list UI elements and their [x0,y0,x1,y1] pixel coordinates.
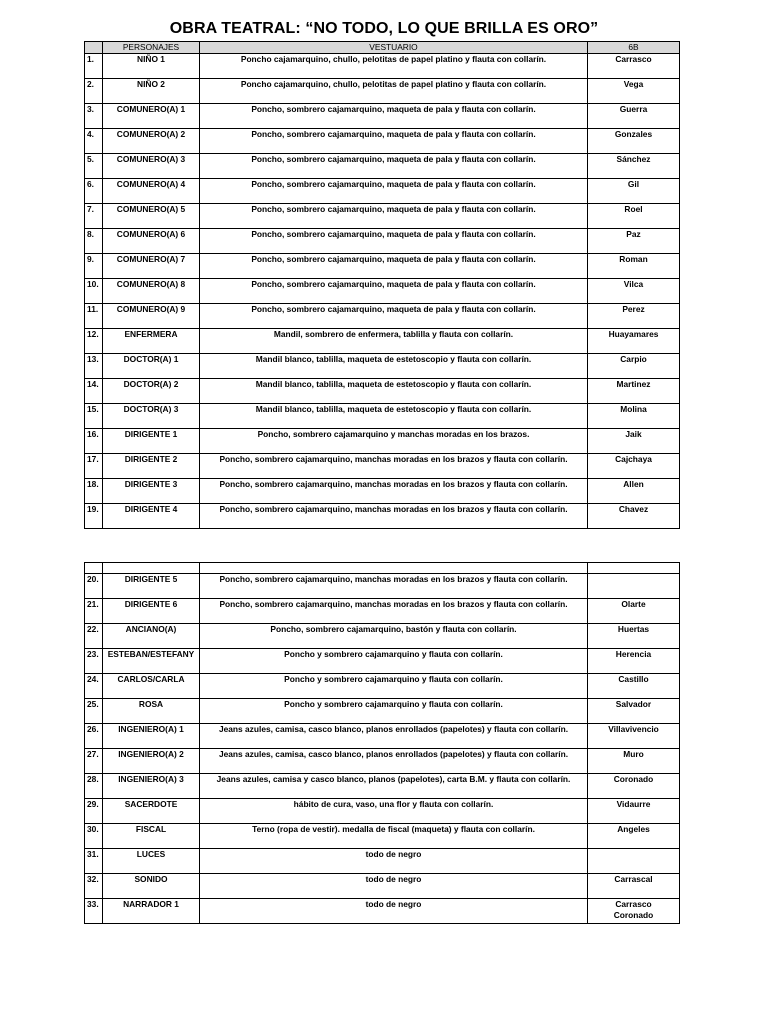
character-name: DIRIGENTE 2 [103,454,200,479]
row-number: 4. [85,129,103,154]
row-number: 14. [85,379,103,404]
costume-description: todo de negro [200,849,588,874]
row-number: 20. [85,574,103,599]
row-number: 17. [85,454,103,479]
student-name: Gonzales [588,129,680,154]
costume-description: Mandil blanco, tablilla, maqueta de estetoscopio y flauta con collarín. [200,379,588,404]
costume-description: Poncho cajamarquino, chullo, pelotitas de papel platino y flauta con collarín. [200,54,588,79]
student-name: Olarte [588,599,680,624]
table-row [85,279,680,304]
student-name: Carrasco [588,54,680,79]
character-name: INGENIERO(A) 1 [103,724,200,749]
student-name: Roel [588,204,680,229]
row-number: 18. [85,479,103,504]
costume-description: Poncho, sombrero cajamarquino, manchas moradas en los brazos y flauta con collarín. [200,504,588,529]
character-name: DIRIGENTE 4 [103,504,200,529]
row-number: 19. [85,504,103,529]
row-number: 12. [85,329,103,354]
table-row [85,624,680,649]
character-name: ESTEBAN/ESTEFANY [103,649,200,674]
costume-description: Poncho, sombrero cajamarquino, manchas moradas en los brazos y flauta con collarín. [200,479,588,504]
row-number: 23. [85,649,103,674]
row-number: 28. [85,774,103,799]
costume-table-part-1 [84,41,680,529]
student-name [588,574,680,599]
table-row [85,649,680,674]
costume-description: Mandil, sombrero de enfermera, tablilla y flauta con collarín. [200,329,588,354]
character-name: SONIDO [103,874,200,899]
table-row [85,304,680,329]
row-number: 13. [85,354,103,379]
character-name: COMUNERO(A) 9 [103,304,200,329]
row-number: 27. [85,749,103,774]
table-row [85,204,680,229]
row-number: 29. [85,799,103,824]
character-name: COMUNERO(A) 8 [103,279,200,304]
row-number: 1. [85,54,103,79]
blank-header-row [85,563,680,574]
costume-description: Poncho, sombrero cajamarquino, bastón y flauta con collarín. [200,624,588,649]
row-number: 21. [85,599,103,624]
table-row [85,724,680,749]
character-name: INGENIERO(A) 2 [103,749,200,774]
character-name: FISCAL [103,824,200,849]
row-number: 5. [85,154,103,179]
character-name: DOCTOR(A) 1 [103,354,200,379]
student-name: Muro [588,749,680,774]
character-name: NIÑO 1 [103,54,200,79]
table-row [85,54,680,79]
costume-description: Poncho, sombrero cajamarquino, manchas moradas en los brazos y flauta con collarín. [200,599,588,624]
student-name: Allen [588,479,680,504]
row-number: 22. [85,624,103,649]
costume-description: Jeans azules, camisa y casco blanco, planos (papelotes), carta B.M. y flauta con collarín. [200,774,588,799]
row-number: 6. [85,179,103,204]
table-row [85,154,680,179]
row-number: 30. [85,824,103,849]
row-number: 9. [85,254,103,279]
table-row [85,774,680,799]
character-name: DIRIGENTE 3 [103,479,200,504]
costume-description: Poncho, sombrero cajamarquino, maqueta de pala y flauta con collarín. [200,279,588,304]
character-name: DIRIGENTE 1 [103,429,200,454]
row-number: 33. [85,899,103,924]
character-name: NIÑO 2 [103,79,200,104]
student-name: Perez [588,304,680,329]
student-name: Castillo [588,674,680,699]
costume-description: Poncho cajamarquino, chullo, pelotitas de papel platino y flauta con collarín. [200,79,588,104]
costume-description: todo de negro [200,874,588,899]
table-row [85,699,680,724]
blank-cell [200,563,588,574]
character-name: COMUNERO(A) 4 [103,179,200,204]
student-name: Sánchez [588,154,680,179]
character-name: COMUNERO(A) 3 [103,154,200,179]
row-number: 31. [85,849,103,874]
character-name: CARLOS/CARLA [103,674,200,699]
character-name: COMUNERO(A) 6 [103,229,200,254]
blank-cell [85,563,103,574]
row-number: 24. [85,674,103,699]
costume-description: Poncho y sombrero cajamarquino y flauta con collarín. [200,649,588,674]
table-row [85,899,680,924]
header-personajes: PERSONAJES [103,42,200,54]
costume-description: Poncho, sombrero cajamarquino, maqueta de pala y flauta con collarín. [200,304,588,329]
blank-cell [103,563,200,574]
costume-description: Poncho, sombrero cajamarquino, maqueta de pala y flauta con collarín. [200,104,588,129]
table-row [85,179,680,204]
student-name: Martinez [588,379,680,404]
student-name: Guerra [588,104,680,129]
table-row [85,429,680,454]
student-name: Villavivencio [588,724,680,749]
costume-description: Poncho, sombrero cajamarquino, maqueta de pala y flauta con collarín. [200,204,588,229]
costume-description: Poncho, sombrero cajamarquino, manchas moradas en los brazos y flauta con collarín. [200,454,588,479]
row-number: 10. [85,279,103,304]
character-name: COMUNERO(A) 2 [103,129,200,154]
row-number: 11. [85,304,103,329]
character-name: COMUNERO(A) 1 [103,104,200,129]
character-name: ANCIANO(A) [103,624,200,649]
table-row [85,824,680,849]
costume-description: Poncho, sombrero cajamarquino, maqueta de pala y flauta con collarín. [200,254,588,279]
costume-description: Jeans azules, camisa, casco blanco, planos enrollados (papelotes) y flauta con collarín. [200,749,588,774]
student-name: Roman [588,254,680,279]
character-name: DIRIGENTE 6 [103,599,200,624]
student-name: Huertas [588,624,680,649]
student-name: Carrascal [588,874,680,899]
character-name: ROSA [103,699,200,724]
student-name: Gil [588,179,680,204]
header-grupo: 6B [588,42,680,54]
student-name: Paz [588,229,680,254]
row-number: 3. [85,104,103,129]
costume-description: Poncho, sombrero cajamarquino y manchas moradas en los brazos. [200,429,588,454]
student-name [588,849,680,874]
character-name: ENFERMERA [103,329,200,354]
costume-description: Poncho, sombrero cajamarquino, maqueta de pala y flauta con collarín. [200,129,588,154]
character-name: NARRADOR 1 [103,899,200,924]
character-name: INGENIERO(A) 3 [103,774,200,799]
table-row [85,354,680,379]
character-name: DOCTOR(A) 2 [103,379,200,404]
table-row [85,749,680,774]
student-name: Jaik [588,429,680,454]
row-number: 7. [85,204,103,229]
table-row [85,254,680,279]
table-row [85,799,680,824]
costume-description: todo de negro [200,899,588,924]
costume-description: Poncho y sombrero cajamarquino y flauta con collarín. [200,699,588,724]
table-row [85,574,680,599]
costume-description: Poncho, sombrero cajamarquino, manchas moradas en los brazos y flauta con collarín. [200,574,588,599]
character-name: COMUNERO(A) 5 [103,204,200,229]
row-number: 15. [85,404,103,429]
header-num [85,42,103,54]
student-name: Molina [588,404,680,429]
table-row [85,404,680,429]
table-row [85,129,680,154]
character-name: COMUNERO(A) 7 [103,254,200,279]
student-name: Vega [588,79,680,104]
row-number: 25. [85,699,103,724]
document-title: OBRA TEATRAL: “NO TODO, LO QUE BRILLA ES ORO” [169,20,599,37]
table-row [85,454,680,479]
student-name: Cajchaya [588,454,680,479]
costume-description: Mandil blanco, tablilla, maqueta de estetoscopio y flauta con collarín. [200,354,588,379]
table-row [85,379,680,404]
row-number: 2. [85,79,103,104]
header-vestuario: VESTUARIO [200,42,588,54]
student-name: Chavez [588,504,680,529]
student-name: Salvador [588,699,680,724]
blank-cell [588,563,680,574]
character-name: LUCES [103,849,200,874]
table-row [85,599,680,624]
costume-description: Poncho y sombrero cajamarquino y flauta con collarín. [200,674,588,699]
table-row [85,329,680,354]
student-name: Carpio [588,354,680,379]
student-name: Carrasco Coronado [588,899,680,924]
student-name: Angeles [588,824,680,849]
student-name: Vidaurre [588,799,680,824]
row-number: 26. [85,724,103,749]
character-name: SACERDOTE [103,799,200,824]
row-number: 16. [85,429,103,454]
table-header-row [85,42,680,54]
costume-description: Mandil blanco, tablilla, maqueta de estetoscopio y flauta con collarín. [200,404,588,429]
costume-description: Poncho, sombrero cajamarquino, maqueta de pala y flauta con collarín. [200,154,588,179]
table-row [85,874,680,899]
costume-table-part-2 [84,562,680,924]
costume-description: hábito de cura, vaso, una flor y flauta con collarín. [200,799,588,824]
table-row [85,104,680,129]
table-row [85,479,680,504]
costume-description: Poncho, sombrero cajamarquino, maqueta de pala y flauta con collarín. [200,179,588,204]
character-name: DIRIGENTE 5 [103,574,200,599]
student-name: Herencia [588,649,680,674]
character-name: DOCTOR(A) 3 [103,404,200,429]
table-row [85,79,680,104]
row-number: 8. [85,229,103,254]
table-row [85,674,680,699]
costume-description: Poncho, sombrero cajamarquino, maqueta de pala y flauta con collarín. [200,229,588,254]
costume-description: Jeans azules, camisa, casco blanco, planos enrollados (papelotes) y flauta con collarín. [200,724,588,749]
table-row [85,229,680,254]
student-name: Huayamares [588,329,680,354]
table-row [85,504,680,529]
student-name: Coronado [588,774,680,799]
costume-description: Terno (ropa de vestir). medalla de fiscal (maqueta) y flauta con collarín. [200,824,588,849]
row-number: 32. [85,874,103,899]
table-row [85,849,680,874]
student-name: Vilca [588,279,680,304]
